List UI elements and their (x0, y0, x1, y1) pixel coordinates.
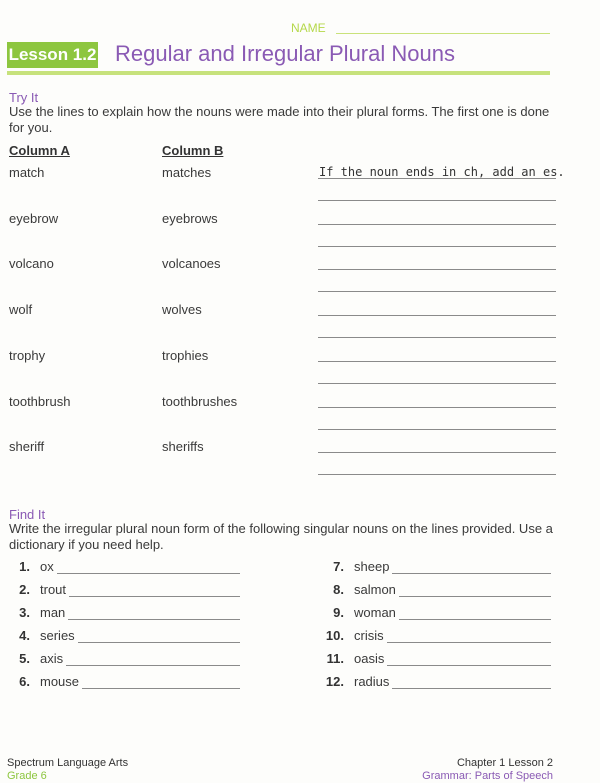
answer-line[interactable] (392, 573, 551, 574)
item-word: trout (40, 582, 67, 597)
item-word: axis (40, 651, 64, 666)
column-b-word: trophies (162, 348, 209, 363)
column-b-header: Column B (162, 143, 224, 158)
answer-line[interactable] (318, 224, 556, 225)
lesson-badge: Lesson 1.2 (7, 42, 98, 68)
column-a-word: wolf (9, 302, 33, 317)
answer-line[interactable] (318, 452, 556, 453)
item-number: 7. (333, 559, 344, 574)
answer-line[interactable] (387, 665, 551, 666)
answer-line[interactable] (399, 596, 551, 597)
name-label: NAME (291, 21, 326, 35)
name-input-line[interactable] (336, 33, 550, 34)
answer-line[interactable] (387, 642, 551, 643)
find-it-instructions: Write the irregular plural noun form of the following singular nouns on the lines provided. Use a dictionary if you need help. (9, 521, 553, 552)
try-it-heading: Try It (9, 90, 39, 105)
item-number: 10. (325, 628, 344, 643)
find-it-heading: Find It (9, 507, 46, 522)
answer-line[interactable] (318, 269, 556, 270)
item-word: salmon (354, 582, 396, 597)
footer-right (422, 757, 553, 783)
book-title: Spectrum Language Arts (7, 757, 129, 769)
item-number: 11. (326, 651, 344, 666)
item-word: radius (354, 674, 390, 689)
item-word: crisis (354, 628, 384, 643)
answer-line[interactable] (399, 619, 551, 620)
item-number: 6. (19, 674, 30, 689)
item-number: 1. (19, 559, 30, 574)
answer-line[interactable] (318, 361, 556, 362)
answer-line[interactable] (318, 383, 556, 384)
column-a-word: toothbrush (9, 394, 71, 409)
subject-label: Grammar: Parts of Speech (422, 770, 553, 782)
answer-line[interactable] (318, 246, 556, 247)
item-word: woman (354, 605, 396, 620)
column-a-word: eyebrow (9, 211, 59, 226)
column-a-word: trophy (9, 348, 46, 363)
item-word: series (40, 628, 75, 643)
answer-line[interactable] (318, 291, 556, 292)
answer-line[interactable] (318, 429, 556, 430)
try-it-instructions: Use the lines to explain how the nouns were made into their plural forms. The first one is done for you. (9, 104, 550, 135)
answer-line[interactable] (392, 688, 551, 689)
item-number: 12. (325, 674, 344, 689)
answer-line[interactable] (66, 665, 240, 666)
column-a-header: Column A (9, 143, 70, 158)
item-number: 3. (19, 605, 30, 620)
column-b-word: sheriffs (162, 439, 204, 454)
answer-line[interactable] (68, 619, 240, 620)
item-word: ox (40, 559, 54, 574)
item-number: 8. (333, 582, 344, 597)
item-word: man (40, 605, 66, 620)
item-number: 9. (333, 605, 344, 620)
column-b-word: matches (162, 165, 212, 180)
item-word: sheep (354, 559, 390, 574)
column-b-word: wolves (162, 302, 202, 317)
column-a-word: sheriff (9, 439, 45, 454)
answer-line[interactable] (57, 573, 240, 574)
item-word: mouse (40, 674, 80, 689)
item-number: 5. (19, 651, 30, 666)
example-answer: If the noun ends in ch, add an es. (319, 165, 565, 179)
column-b-word: toothbrushes (162, 394, 238, 409)
item-word: oasis (354, 651, 385, 666)
answer-line[interactable] (318, 407, 556, 408)
column-b-word: volcanoes (162, 256, 221, 271)
answer-line[interactable] (318, 200, 556, 201)
page-title: Regular and Irregular Plural Nouns (115, 41, 455, 66)
item-number: 4. (19, 628, 30, 643)
answer-line[interactable] (78, 642, 240, 643)
answer-line[interactable] (69, 596, 240, 597)
grade-label: Grade 6 (7, 770, 47, 782)
footer-left (7, 757, 128, 783)
title-divider (7, 71, 550, 75)
item-number: 2. (19, 582, 30, 597)
answer-line[interactable] (318, 337, 556, 338)
column-a-word: volcano (9, 256, 54, 271)
answer-line[interactable] (318, 474, 556, 475)
answer-line[interactable] (318, 315, 556, 316)
column-b-word: eyebrows (162, 211, 218, 226)
column-a-word: match (9, 165, 45, 180)
chapter-label: Chapter 1 Lesson 2 (456, 757, 553, 769)
answer-line[interactable] (82, 688, 240, 689)
